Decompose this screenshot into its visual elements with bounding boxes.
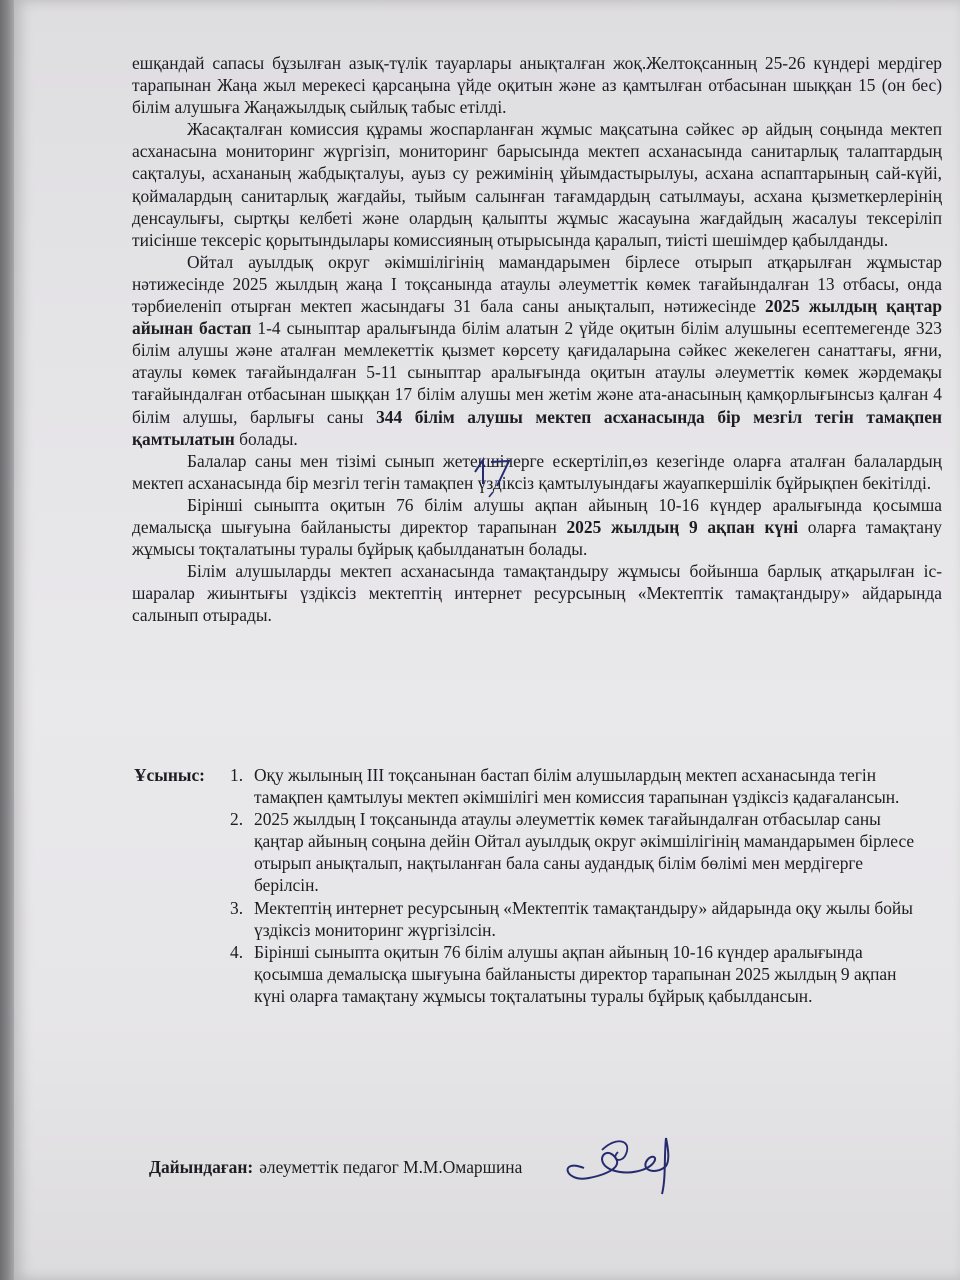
paragraph-internet-resource [132, 560, 942, 626]
paragraph-commission-monitoring [132, 118, 942, 251]
recommendation-item [230, 941, 922, 1007]
recommendations-label: Ұсыныс: [134, 765, 205, 785]
text-run: Білім алушыларды мектеп асханасында тамақтандыру жұмысы бойынша барлық атқарылған іс-шаралар жиынтығы үздіксіз мектептің интернет ресурсының «Мектептік тамақтандыру» айдарында салынып отырады. [132, 561, 942, 626]
recommendation-item [230, 764, 922, 808]
paragraph-first-grade-break [132, 494, 942, 560]
recommendation-text: Мектептің интернет ресурсының «Мектептік тамақтандыру» айдарында оқу жылы бойы үздіксіз мониторинг жүргізілсін. [254, 897, 913, 940]
prepared-by-name: әлеуметтік педагог М.М.Омаршина [259, 1157, 523, 1177]
recommendation-item [230, 808, 922, 896]
recommendation-item [230, 897, 922, 941]
recommendation-number: 4. [230, 941, 244, 962]
paragraph-social-assistance [132, 251, 942, 450]
text-run: оларға тамақтану жұмысы тоқталатыны туралы бұйрық қабылданатын болады. [132, 516, 942, 560]
recommendation-number: 3. [230, 897, 244, 918]
text-run: болады. [234, 428, 298, 449]
text-run: 1-4 сыныптар аралығында білім алатын 2 үйде оқитын білім алушыны есептемегенде 323 білім алушы және аталған мемлекеттік қызмет көрсету қағидаларына сәйкес жекелеген санаттағы, яғни, атаулы көмек тағайындалған 5-11 сыныптар аралығында оқитын атаулы әлеуметтік көмек жәрдемақы тағайындалған отбасынан шыққан 17 білім алушы мен жетім және ата-анасының қамқорлығынсыз қалған 4 білім алушы, барлығы саны [132, 318, 942, 427]
handwritten-number-mark [469, 452, 519, 498]
document-sheet [14, 0, 960, 1280]
text-run: Ойтал ауылдық округ әкімшілігінің мамандарымен бірлесе отырып атқарылған жұмыстар нәтижесінде 2025 жылдың жаңа I тоқсанында атаулы әлеуметтік көмек тағайындалған 13 отбасы, онда тәрбиеленіп отырған мектеп жасындағы 31 бала саны анықталып, нәтижесінде [132, 251, 942, 317]
recommendation-text: Бірінші сыныпта оқитын 76 білім алушы ақпан айының 10-16 күндер аралығында қосымша демалысқа шығуына байланысты директор тарапынан 2025 жылдың 9 ақпан күні оларға тамақтану жұмысы тоқталатыны туралы бұйрық қабылдансын. [254, 941, 897, 1006]
handwritten-signature [554, 1128, 689, 1198]
bold-text-run: 2025 жылдың 9 ақпан күні [566, 516, 799, 537]
paragraph-new-year-gifts [132, 52, 942, 118]
recommendations-list [230, 764, 922, 1007]
recommendation-text: Оқу жылының III тоқсанынан бастап білім алушылардың мектеп асханасында тегін тамақпен қамтылуы мектеп әкімшілігі мен комиссия тарапынан үздіксіз қадағалансын. [254, 765, 900, 808]
text-run: Балалар саны мен тізімі сынып жетекшілерге ескертіліп,өз кезегінде оларға аталған балалардың мектеп асханасында бір мезгіл тегін тамақпен үздіксіз қамтылуындағы жауапкершілік бұйрықпен бекітілді. [132, 450, 942, 493]
paragraph-children-lists [132, 450, 942, 494]
text-run: ешқандай сапасы бұзылған азық-түлік тауарлары анықталған жоқ.Желтоқсанның 25-26 күндері мердігер тарапынан Жаңа жыл мерекесі қарсаңына үйде оқитын және аз қамтылған отбасынан шыққан 15 (он бес) білім алушыға Жаңажылдық сыйлық табыс етілді. [132, 53, 942, 118]
recommendation-number: 2. [230, 809, 244, 830]
bold-text-run: 2025 жылдың қаңтар айынан бастап [132, 296, 942, 339]
prepared-by [149, 1157, 522, 1178]
document-body [132, 52, 942, 626]
text-run: Жасақталған комиссия құрамы жоспарланған жұмыс мақсатына сәйкес әр айдың соңында мектеп асханасына мониторинг жүргізіп, мониторинг барысында мектеп асханасында санитарлық талаптардың сақталуы, асхананың жабдықталуы, ауыз су режимінің ұйымдастырылуы, асхана аспаптарының сай-күйі, қоймалардың санитарлық жағдайы, тыйым салынған тағамдардың сатылмауы, асхана қызметкерлерінің денсаулығы, сыртқы келбеті және олардың қалыпты жұмыс жасауына жағдайдың жасалуы тексеріліп тиісінше тексеріс қорытындылары комиссияның отырысында қаралып, тиісті шешімдер қабылданды. [132, 119, 942, 250]
recommendation-number: 1. [230, 765, 244, 785]
recommendation-text: 2025 жылдың I тоқсанында атаулы әлеуметтік көмек тағайындалған отбасылар саны қаңтар айының соңына дейін Ойтал ауылдық округ әкімшілігінің мамандарымен бірлесе отырып анықталып, нақтыланған бала саны аудандық білім бөлімі мен мердігерге берілсін. [254, 809, 915, 896]
bold-text-run: 344 білім алушы мектеп асханасында бір мезгіл тегін тамақпен қамтылатын [132, 406, 942, 449]
text-run: Бірінші сыныпта оқитын 76 білім алушы ақпан айының 10-16 күндер аралығында қосымша демалысқа шығуына байланысты директор тарапынан [132, 494, 942, 537]
prepared-by-label: Дайындаған: [149, 1157, 254, 1177]
